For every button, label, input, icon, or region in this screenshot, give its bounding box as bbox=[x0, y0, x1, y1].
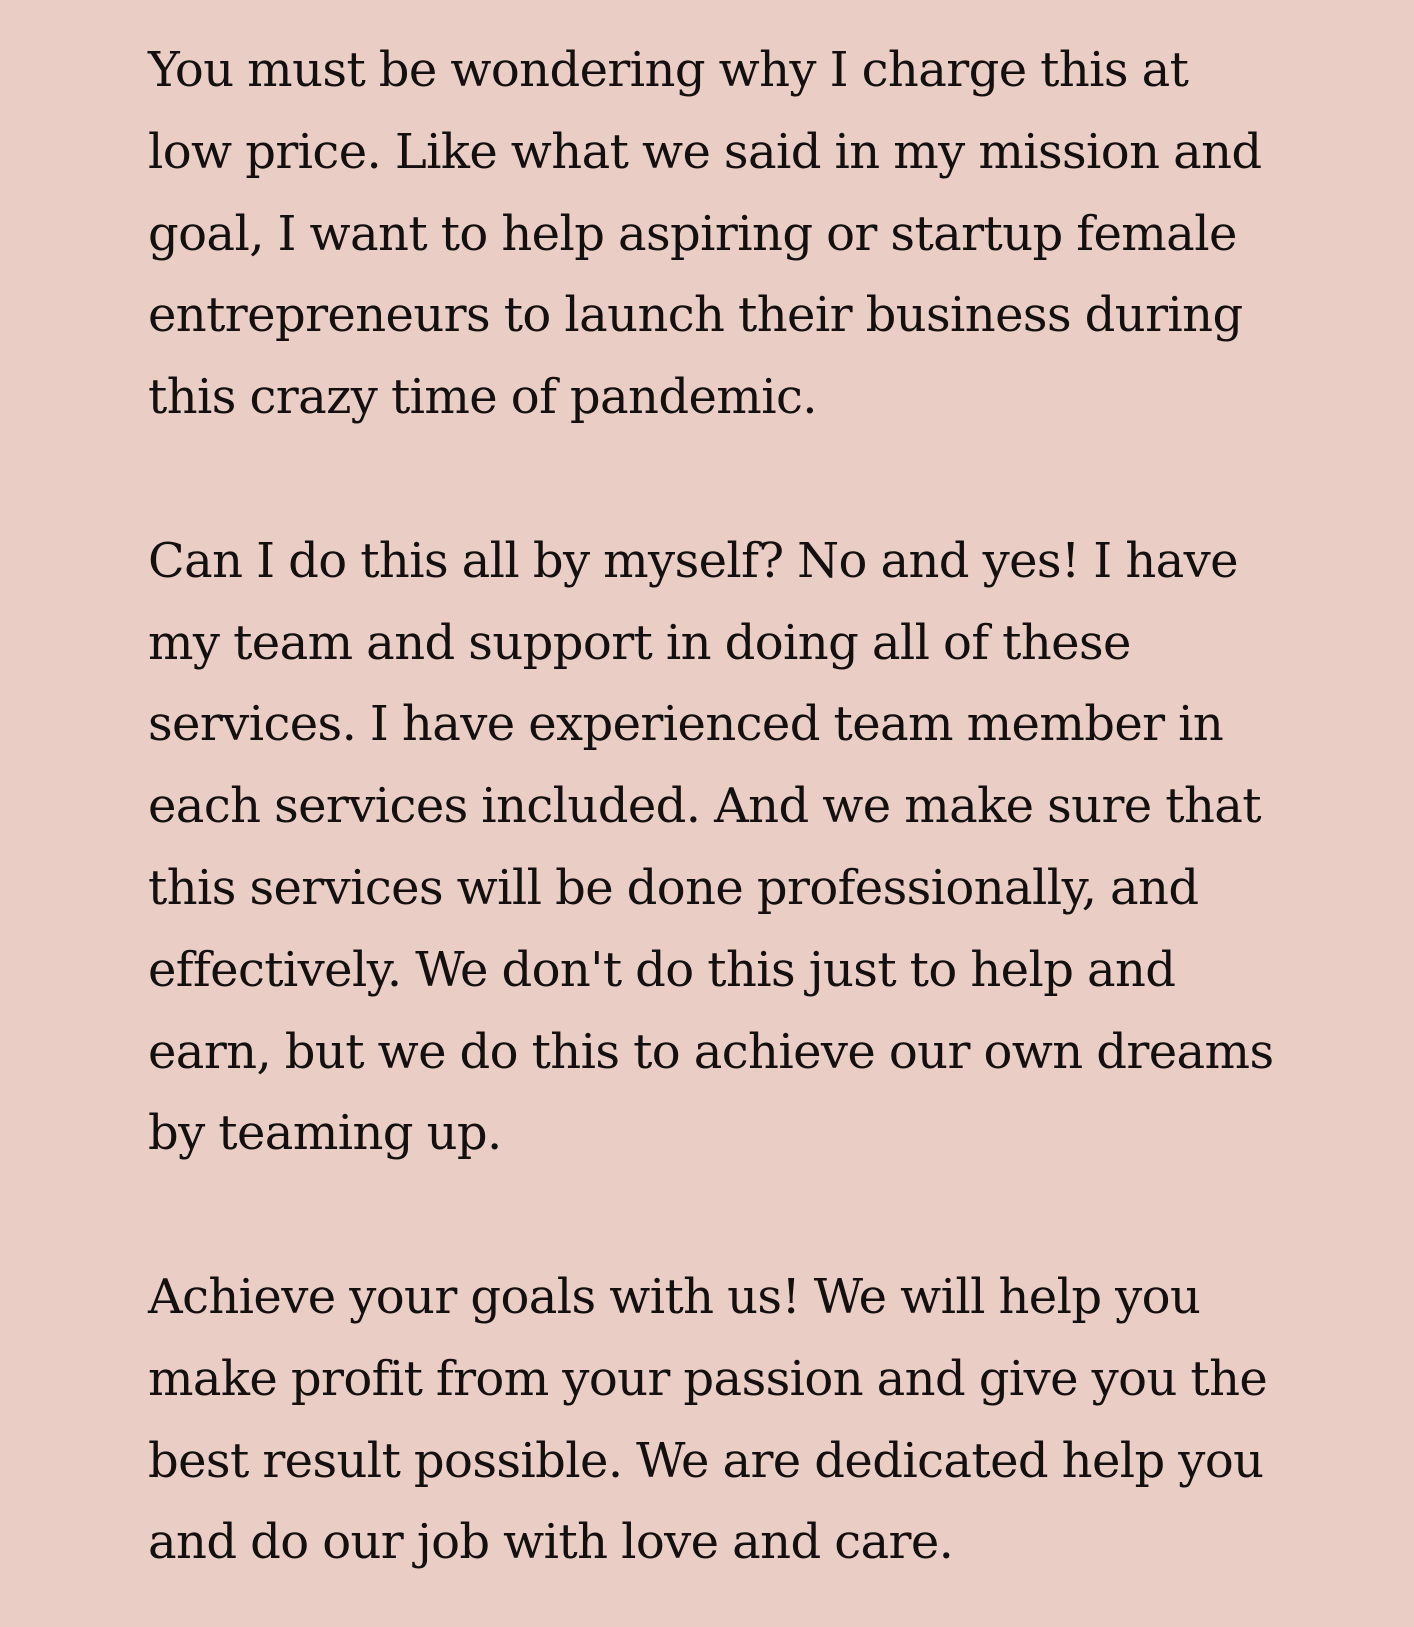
text-line: this crazy time of pandemic. bbox=[148, 369, 817, 426]
text-line: Achieve your goals with us! We will help you bbox=[148, 1268, 1201, 1325]
text-line: best result possible. We are dedicated help you bbox=[148, 1432, 1264, 1489]
text-line: by teaming up. bbox=[148, 1105, 502, 1162]
paragraph-pricing-mission bbox=[148, 30, 1288, 439]
paragraph-team-support bbox=[148, 521, 1288, 1175]
text-line: You must be wondering why I charge this at bbox=[148, 42, 1189, 98]
text-content bbox=[148, 30, 1288, 1584]
text-line: my team and support in doing all of these bbox=[148, 614, 1131, 671]
text-line: Can I do this all by myself? No and yes! I have bbox=[148, 532, 1238, 589]
text-line: goal, I want to help aspiring or startup female bbox=[148, 205, 1237, 262]
text-line: services. I have experienced team member in bbox=[148, 696, 1224, 753]
text-line: effectively. We don't do this just to help and bbox=[148, 941, 1176, 998]
text-line: this services will be done professionally, and bbox=[148, 859, 1199, 916]
text-line: low price. Like what we said in my mission and bbox=[148, 123, 1262, 180]
text-line: entrepreneurs to launch their business during bbox=[148, 287, 1243, 344]
text-line: make profit from your passion and give you the bbox=[148, 1350, 1268, 1407]
text-line: and do our job with love and care. bbox=[148, 1514, 954, 1571]
paragraph-achieve-goals bbox=[148, 1257, 1288, 1584]
text-line: earn, but we do this to achieve our own dreams bbox=[148, 1023, 1274, 1080]
text-line: each services included. And we make sure that bbox=[148, 778, 1261, 835]
